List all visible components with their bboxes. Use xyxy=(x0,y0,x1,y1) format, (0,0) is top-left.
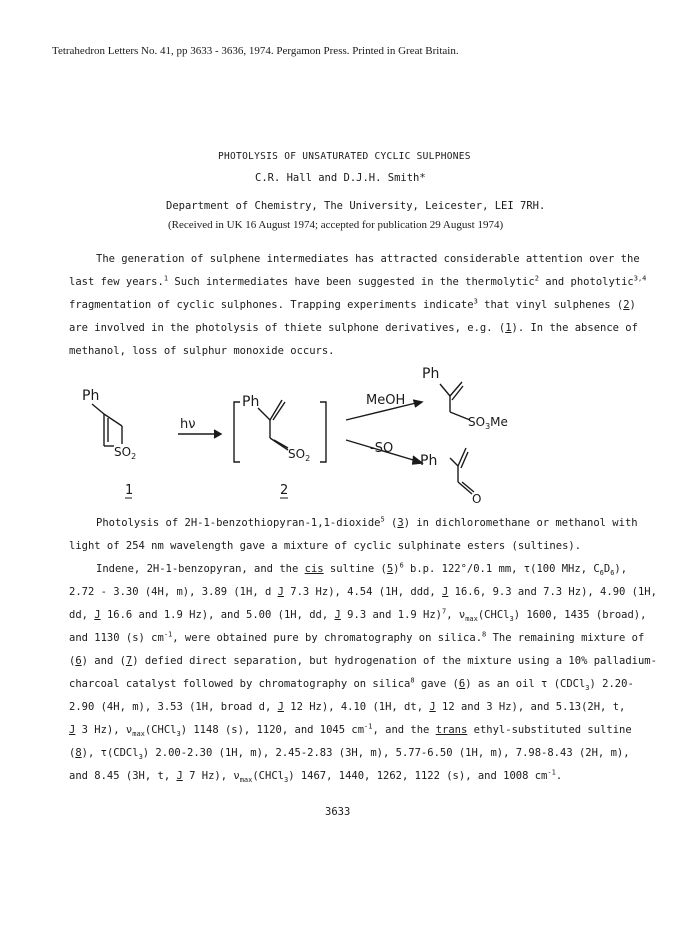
body-line: J 3 Hz), $\nu_{max}(CHCl_3)$ 1148 (s), 1120, and 1045 $cm^{-1}$, and the trans ethyl-substituted sultine xyxy=(69,722,632,739)
stereo-term: trans xyxy=(435,724,468,736)
ref-sup: 8 xyxy=(482,630,487,639)
compound-ref: 2 xyxy=(623,299,630,311)
body-line: 2.72 - 3.30 (4H, m), 3.89 (1H, d J 7.3 Hz), 4.54 (1H, ddd, J 16.6, 9.3 and 7.3 Hz), 4.90 (1H, xyxy=(69,586,657,598)
body-line: and 8.45 (3H, t, J 7 Hz), $\nu_{max}(CHCl_3)$ 1467, 1440, 1262, 1122 (s), and 1008 $cm^{-1}$. xyxy=(69,768,563,785)
ref-sup: 3,4 xyxy=(633,274,647,283)
compound-ref: 3 xyxy=(397,517,404,529)
compound-label-1: 1 xyxy=(125,483,134,498)
body-line: Photolysis of 2H-1-benzothiopyran-1,1-dioxide$^5$ (3) in dichloromethane or methanol with xyxy=(96,515,638,529)
compound-ref: 6 xyxy=(458,678,466,690)
oxygen-label: O xyxy=(472,492,482,506)
journal-header: Tetrahedron Letters No. 41, pp 3633 - 3636, 1974. Pergamon Press. Printed in Great Britain. xyxy=(52,45,459,57)
ref-sup: 1 xyxy=(163,274,169,283)
compound-label-2: 2 xyxy=(280,483,289,498)
phenyl-label: Ph xyxy=(242,394,260,410)
ref-sup: 7 xyxy=(442,607,447,616)
compound-ref: 6 xyxy=(75,655,82,667)
phenyl-label: Ph xyxy=(82,388,100,404)
body-line: fragmentation of cyclic sulphones. Trapping experiments indicate$^3$ that vinyl sulphenes (2) xyxy=(69,297,636,311)
reagent-minus-so: -SO xyxy=(370,441,394,456)
body-line: 2.90 (4H, m), 3.53 (1H, broad d, J 12 Hz), 4.10 (1H, dt, J 12 and 3 Hz), and 5.13(2H, t, xyxy=(69,701,626,713)
body-line: are involved in the photolysis of thiete sulphone derivatives, e.g. (1). In the absence of xyxy=(69,322,638,334)
received-note: (Received in UK 16 August 1974; accepted for publication 29 August 1974) xyxy=(168,219,504,231)
ref-sup: 3 xyxy=(473,297,478,306)
so2-label: $SO_2$ xyxy=(114,445,137,461)
body-line: light of 254 nm wavelength gave a mixture of cyclic sulphinate esters (sultines). xyxy=(69,540,582,552)
affiliation: Department of Chemistry, The University, Leicester, LEI 7RH. xyxy=(166,200,546,212)
article-title: PHOTOLYSIS OF UNSATURATED CYCLIC SULPHONES xyxy=(218,151,471,162)
authors: C.R. Hall and D.J.H. Smith* xyxy=(255,172,426,184)
compound-ref: 5 xyxy=(386,563,394,575)
so3me-label: $SO_3Me$ xyxy=(468,415,508,431)
ref-sup: 6 xyxy=(399,561,404,570)
compound-ref: 7 xyxy=(125,655,133,667)
body-line: and 1130 (s) $cm^{-1}$, were obtained pure by chromatography on silica.$^8$ The remaining mixture of xyxy=(69,630,645,644)
ref-sup: 5 xyxy=(380,515,385,524)
hv-label: hν xyxy=(180,417,196,432)
body-line: last few years.$^1$ Such intermediates have been suggested in the thermolytic$^2$ and photolytic$^{3,4}$ xyxy=(69,274,647,288)
stereo-term: cis xyxy=(304,563,324,575)
body-line: (8), τ(CDCl$_3$) 2.00-2.30 (1H, m), 2.45-2.83 (3H, m), 5.77-6.50 (1H, m), 7.98-8.43 (2H, m), xyxy=(69,747,630,762)
body-line: Indene, 2H-1-benzopyran, and the cis sultine $(5)^6$ b.p. 122°/0.1 mm, τ(100 MHz, $C_6D_6$), xyxy=(96,561,628,578)
body-line: methanol, loss of sulphur monoxide occurs. xyxy=(69,345,335,357)
ref-sup: 8 xyxy=(410,676,415,685)
reagent-meoh: MeOH xyxy=(366,393,406,408)
body-line: (6) and (7) defied direct separation, but hydrogenation of the mixture using a 10% palladium- xyxy=(69,655,657,667)
compound-ref: 8 xyxy=(75,747,82,759)
body-line: The generation of sulphene intermediates has attracted considerable attention over the xyxy=(96,253,640,265)
body-line: charcoal catalyst followed by chromatography on silica$^8$ gave (6) as an oil τ (CDCl$_3$) 2.20- xyxy=(69,676,634,693)
page-number: 3633 xyxy=(325,806,351,818)
ref-sup: 2 xyxy=(534,274,539,283)
body-line: dd, J 16.6 and 1.9 Hz), and 5.00 (1H, dd, J 9.3 and 1.9 Hz)$^7$, $\nu_{max}(CHCl_3)$ 1600, 1435 (broad), xyxy=(69,607,647,624)
phenyl-label: Ph xyxy=(422,366,440,382)
so2-label: $SO_2$ xyxy=(288,447,311,463)
reaction-scheme xyxy=(70,362,570,512)
compound-ref: 1 xyxy=(505,322,512,334)
phenyl-label: Ph xyxy=(420,453,438,469)
